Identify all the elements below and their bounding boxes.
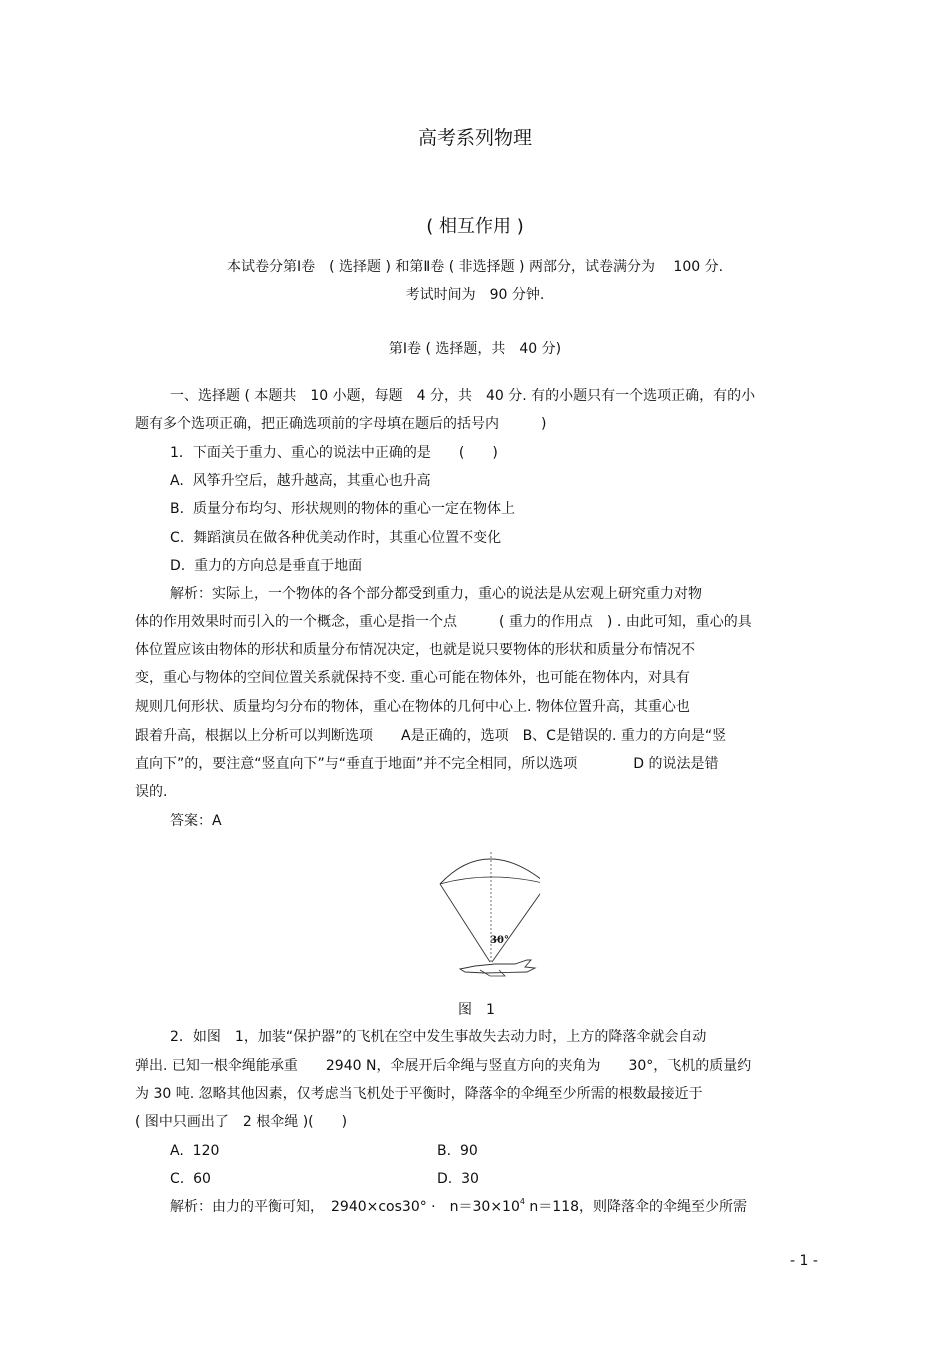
q2-analysis-part-a: 解析：由力的平衡可知， 2940×cos30° · n＝30×10: [170, 1199, 520, 1215]
q2-analysis-part-b: n＝118，则降落伞的伞绳至少所需: [524, 1199, 748, 1215]
q2-analysis-exponent: 4: [519, 1197, 525, 1206]
q1-answer: 答案：A: [170, 813, 222, 829]
angle-label: 30°: [490, 935, 509, 946]
parachute-rope-left: [440, 884, 490, 962]
document-subtitle: ( 相互作用 ): [426, 216, 524, 237]
figure-caption: 图 1: [458, 1002, 495, 1018]
q1-option-c: C. 舞蹈演员在做各种优美动作时，其重心位置不变化: [170, 530, 502, 546]
question-2-stem: ( 图中只画出了 2 根伞绳 )( ): [135, 1114, 348, 1130]
q1-analysis-line: 体的作用效果时而引入的一个概念，重心是指一个点 ( 重力的作用点 ) . 由此可知，重心的具: [135, 614, 752, 630]
q1-option-a: A. 风筝升空后，越升越高，其重心也升高: [170, 473, 431, 489]
q2-option-c: C. 60: [170, 1171, 211, 1187]
parachute-canopy-edge: [440, 877, 540, 884]
question-1-stem: 1．下面关于重力、重心的说法中正确的是 ( ): [170, 445, 498, 461]
q2-option-a: A. 120: [170, 1143, 220, 1159]
page-number: - 1 -: [790, 1253, 818, 1269]
question-2-stem: 弹出. 已知一根伞绳能承重 2940 N，伞展开后伞绳与竖直方向的夹角为 30°，飞机的质量约: [135, 1058, 752, 1074]
question-2-stem: 为 30 吨. 忽略其他因素，仅考虑当飞机处于平衡时，降落伞的伞绳至少所需的根数最接近于: [135, 1086, 703, 1102]
q1-analysis-line: 变，重心与物体的空间位置关系就保持不变. 重心可能在物体外，也可能在物体内，对具有: [135, 670, 690, 686]
airplane-icon: [460, 960, 535, 973]
q1-option-b: B. 质量分布均匀、形状规则的物体的重心一定在物体上: [170, 501, 515, 517]
q1-analysis-line: 解析：实际上，一个物体的各个部分都受到重力，重心的说法是从宏观上研究重力对物: [170, 586, 702, 602]
intro-line-1: 本试卷分第Ⅰ卷 ( 选择题 ) 和第Ⅱ卷 ( 非选择题 ) 两部分，试卷满分为 100 分.: [226, 259, 724, 275]
parachute-figure: [435, 842, 540, 980]
q2-analysis: [170, 1197, 747, 1217]
q1-analysis-line: 规则几何形状、质量均匀分布的物体，重心在物体的几何中心上. 物体位置升高，其重心也: [135, 699, 690, 715]
q1-analysis-line: 跟着升高，根据以上分析可以判断选项 A是正确的，选项 B、C是错误的. 重力的方向是“竖: [135, 728, 727, 744]
parachute-rope-right: [492, 884, 540, 962]
intro-line-2: 考试时间为 90 分钟.: [405, 287, 545, 303]
q1-analysis-line: 体位置应该由物体的形状和质量分布情况决定，也就是说只要物体的形状和质量分布情况不: [135, 642, 695, 658]
q1-analysis-line: 直向下”的，要注意“竖直向下”与“垂直于地面”并不完全相同，所以选项 D 的说法是错: [135, 756, 719, 772]
section-heading: 第Ⅰ卷 ( 选择题，共 40 分): [388, 341, 562, 357]
q1-option-d: D. 重力的方向总是垂直于地面: [170, 558, 363, 574]
question-2-stem: 2．如图 1，加装“保护器”的飞机在空中发生事故失去动力时，上方的降落伞就会自动: [170, 1029, 707, 1045]
instructions-line-2: 题有多个选项正确，把正确选项前的字母填在题后的括号内 ): [135, 416, 547, 432]
q2-option-d: D. 30: [437, 1171, 479, 1187]
document-title: 高考系列物理: [417, 127, 532, 149]
q2-option-b: B. 90: [437, 1143, 478, 1159]
q1-analysis-line: 误的.: [135, 784, 168, 800]
instructions-line-1: 一、选择题 ( 本题共 10 小题，每题 4 分，共 40 分. 有的小题只有一个选项正确，有的小: [170, 388, 756, 404]
